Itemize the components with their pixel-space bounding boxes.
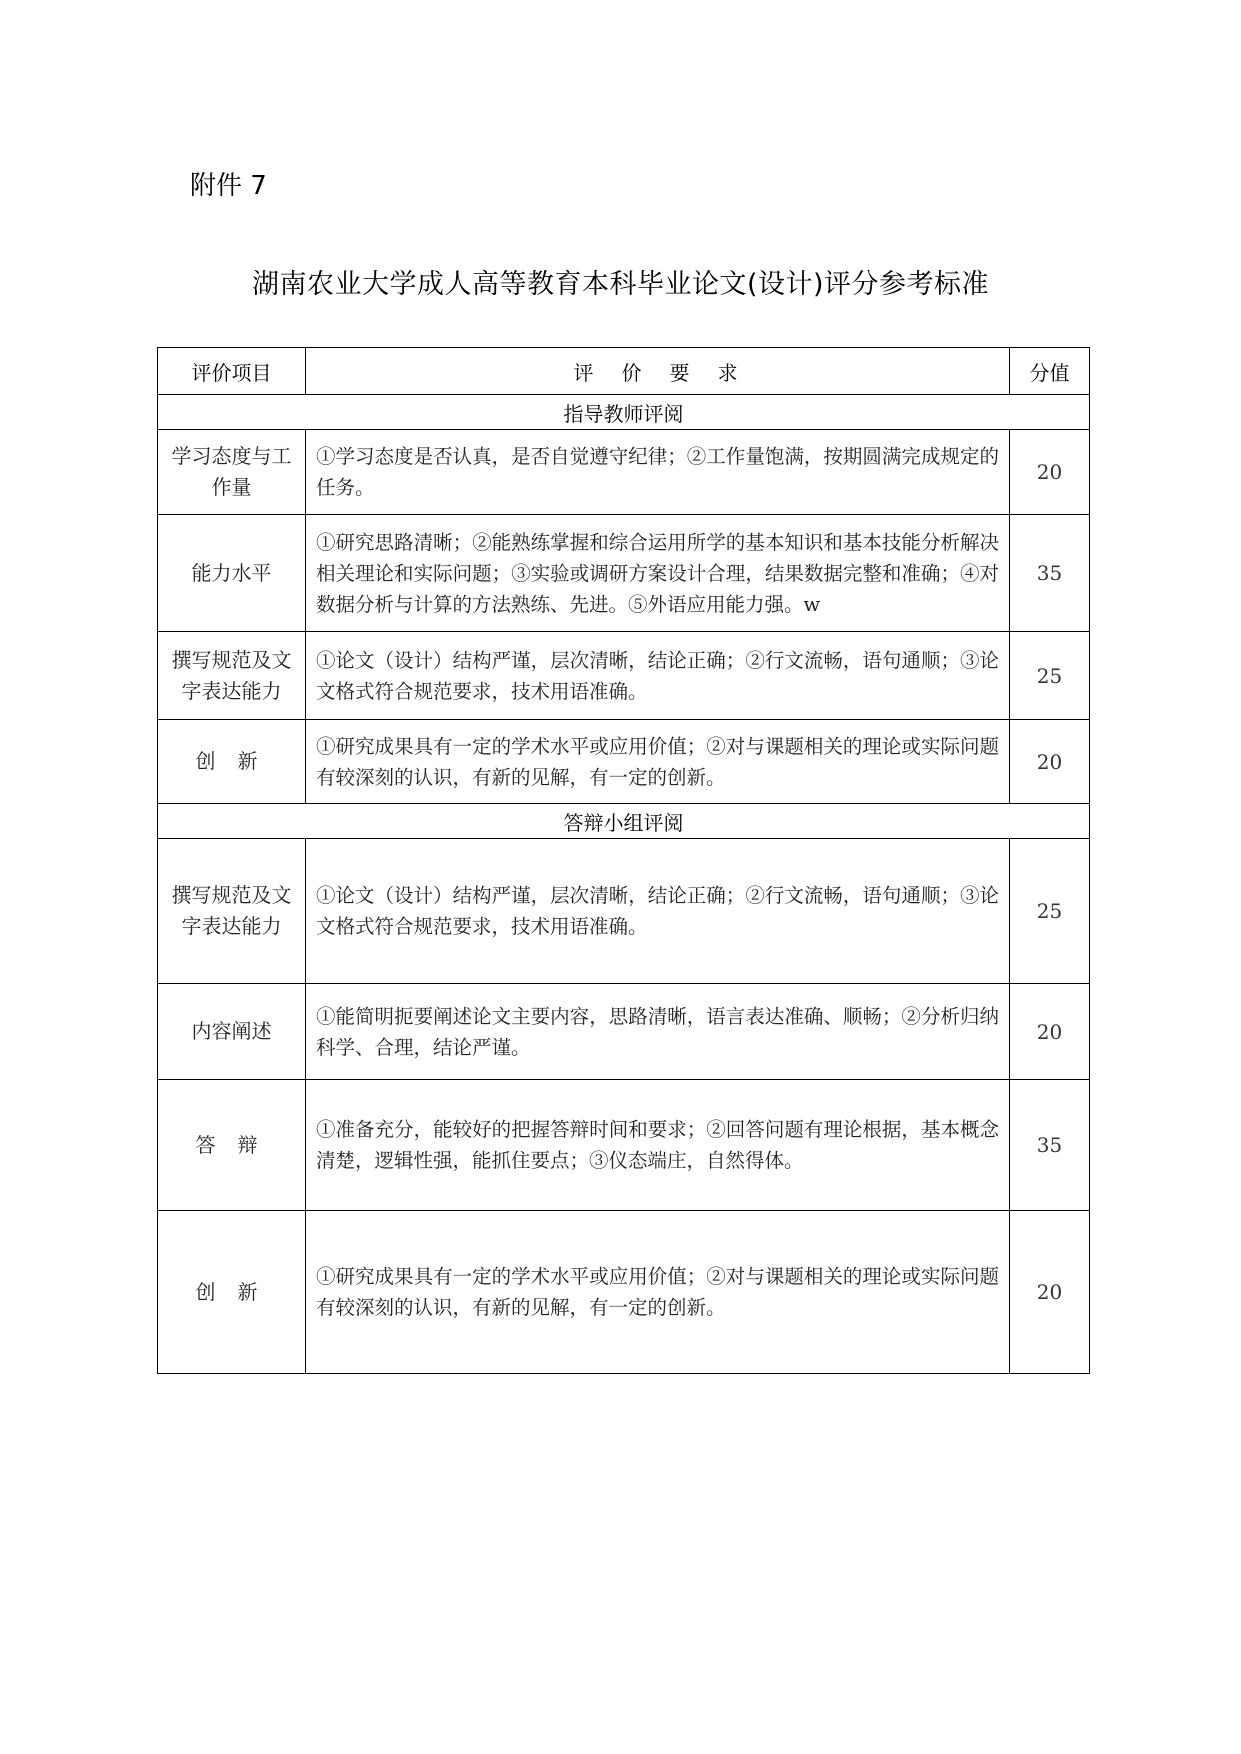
table-row (158, 430, 1090, 515)
row-requirement: ①论文（设计）结构严谨，层次清晰，结论正确；②行文流畅，语句通顺；③论文格式符合规范要求，技术用语准确。 (306, 632, 1010, 720)
row-score: 25 (1010, 632, 1090, 720)
row-requirement: ①准备充分，能较好的把握答辩时间和要求；②回答问题有理论根据，基本概念清楚，逻辑性强，能抓住要点；③仪态端庄，自然得体。 (306, 1080, 1010, 1211)
table-row (158, 515, 1090, 632)
row-score: 20 (1010, 1211, 1090, 1374)
attachment-label: 附件 7 (190, 171, 267, 201)
row-score: 35 (1010, 1080, 1090, 1211)
row-item: 创新 (158, 1211, 306, 1374)
row-item: 学习态度与工作量 (158, 430, 306, 515)
row-score: 25 (1010, 839, 1090, 984)
header-requirement: 评 价 要 求 (306, 348, 1010, 395)
section-row (158, 395, 1090, 430)
row-item: 撰写规范及文字表达能力 (158, 839, 306, 984)
section-title: 答辩小组评阅 (158, 804, 1090, 839)
row-requirement: ①研究成果具有一定的学术水平或应用价值；②对与课题相关的理论或实际问题有较深刻的认识，有新的见解，有一定的创新。 (306, 1211, 1010, 1374)
table-row (158, 632, 1090, 720)
row-score: 20 (1010, 430, 1090, 515)
row-requirement: ①能简明扼要阐述论文主要内容，思路清晰，语言表达准确、顺畅；②分析归纳科学、合理，结论严谨。 (306, 984, 1010, 1080)
row-item: 能力水平 (158, 515, 306, 632)
row-requirement: ①研究思路清晰；②能熟练掌握和综合运用所学的基本知识和基本技能分析解决相关理论和实际问题；③实验或调研方案设计合理，结果数据完整和准确；④对数据分析与计算的方法熟练、先进。⑤外语应用能力强。w (306, 515, 1010, 632)
row-requirement: ①论文（设计）结构严谨，层次清晰，结论正确；②行文流畅，语句通顺；③论文格式符合规范要求，技术用语准确。 (306, 839, 1010, 984)
row-score: 20 (1010, 720, 1090, 804)
row-item: 创新 (158, 720, 306, 804)
header-score: 分值 (1010, 348, 1090, 395)
table-row (158, 1211, 1090, 1374)
table-row (158, 1080, 1090, 1211)
row-score: 20 (1010, 984, 1090, 1080)
row-requirement: ①研究成果具有一定的学术水平或应用价值；②对与课题相关的理论或实际问题有较深刻的认识，有新的见解，有一定的创新。 (306, 720, 1010, 804)
row-item: 撰写规范及文字表达能力 (158, 632, 306, 720)
row-requirement: ①学习态度是否认真，是否自觉遵守纪律；②工作量饱满，按期圆满完成规定的任务。 (306, 430, 1010, 515)
scoring-table (157, 347, 1090, 1374)
table-header-row (158, 348, 1090, 395)
section-row (158, 804, 1090, 839)
header-item: 评价项目 (158, 348, 306, 395)
document-title: 湖南农业大学成人高等教育本科毕业论文(设计)评分参考标准 (251, 269, 990, 300)
table-row (158, 984, 1090, 1080)
table-row (158, 720, 1090, 804)
row-score: 35 (1010, 515, 1090, 632)
row-item: 内容阐述 (158, 984, 306, 1080)
row-item: 答辩 (158, 1080, 306, 1211)
section-title: 指导教师评阅 (158, 395, 1090, 430)
table-row (158, 839, 1090, 984)
